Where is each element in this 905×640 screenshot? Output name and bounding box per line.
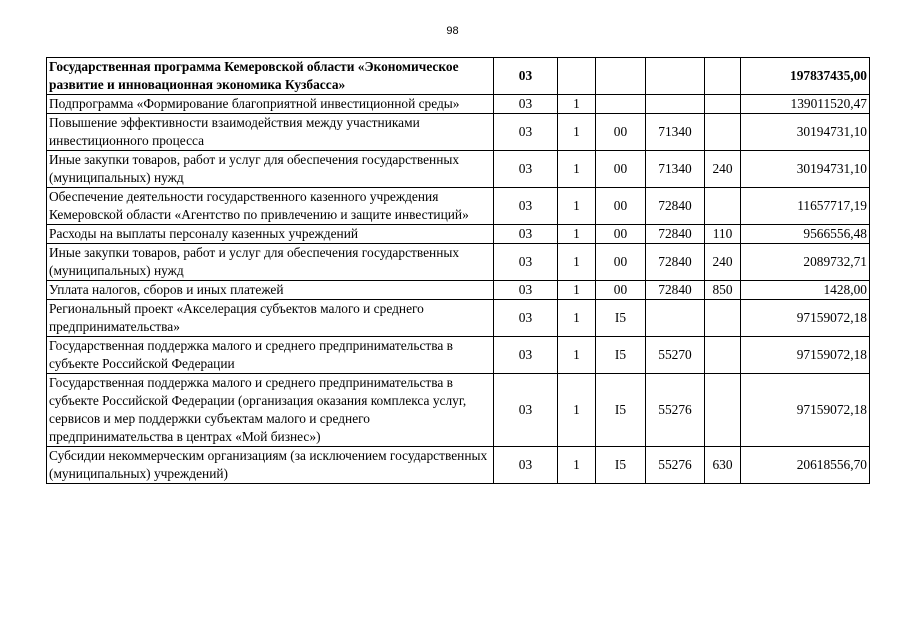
row-name: Подпрограмма «Формирование благоприятной инвестиционной среды» bbox=[47, 95, 494, 114]
expense-type-code bbox=[705, 58, 741, 95]
table-row bbox=[47, 225, 870, 244]
target-code: 55276 bbox=[646, 374, 705, 447]
target-code: 72840 bbox=[646, 244, 705, 281]
amount: 30194731,10 bbox=[741, 114, 870, 151]
section-code: 03 bbox=[494, 337, 558, 374]
table-row bbox=[47, 281, 870, 300]
section-code: 03 bbox=[494, 58, 558, 95]
table-row bbox=[47, 114, 870, 151]
row-name: Повышение эффективности взаимодействия между участниками инвестиционного процесса bbox=[47, 114, 494, 151]
table-row bbox=[47, 374, 870, 447]
expense-type-code bbox=[705, 337, 741, 374]
group-code: 00 bbox=[596, 188, 646, 225]
target-code: 71340 bbox=[646, 114, 705, 151]
page-number: 98 bbox=[446, 25, 459, 37]
amount: 139011520,47 bbox=[741, 95, 870, 114]
amount: 2089732,71 bbox=[741, 244, 870, 281]
table-row bbox=[47, 95, 870, 114]
expense-type-code: 630 bbox=[705, 447, 741, 484]
expense-type-code bbox=[705, 374, 741, 447]
target-code: 55270 bbox=[646, 337, 705, 374]
row-name: Иные закупки товаров, работ и услуг для обеспечения государственных (муниципальных) нужд bbox=[47, 244, 494, 281]
expense-type-code: 850 bbox=[705, 281, 741, 300]
target-code bbox=[646, 58, 705, 95]
row-name: Расходы на выплаты персоналу казенных учреждений bbox=[47, 225, 494, 244]
amount: 97159072,18 bbox=[741, 300, 870, 337]
section-code: 03 bbox=[494, 151, 558, 188]
section-code: 03 bbox=[494, 95, 558, 114]
amount: 30194731,10 bbox=[741, 151, 870, 188]
section-code: 03 bbox=[494, 225, 558, 244]
amount: 97159072,18 bbox=[741, 374, 870, 447]
expense-type-code: 110 bbox=[705, 225, 741, 244]
group-code: I5 bbox=[596, 374, 646, 447]
amount: 9566556,48 bbox=[741, 225, 870, 244]
row-name: Уплата налогов, сборов и иных платежей bbox=[47, 281, 494, 300]
group-code: I5 bbox=[596, 337, 646, 374]
target-code: 72840 bbox=[646, 225, 705, 244]
amount: 97159072,18 bbox=[741, 337, 870, 374]
subprogram-code: 1 bbox=[558, 447, 596, 484]
amount: 1428,00 bbox=[741, 281, 870, 300]
expense-type-code bbox=[705, 300, 741, 337]
budget-table bbox=[46, 57, 870, 484]
amount: 20618556,70 bbox=[741, 447, 870, 484]
expense-type-code bbox=[705, 188, 741, 225]
section-code: 03 bbox=[494, 300, 558, 337]
expense-type-code bbox=[705, 95, 741, 114]
target-code bbox=[646, 95, 705, 114]
group-code: 00 bbox=[596, 151, 646, 188]
subprogram-code: 1 bbox=[558, 337, 596, 374]
row-name: Иные закупки товаров, работ и услуг для обеспечения государственных (муниципальных) нужд bbox=[47, 151, 494, 188]
section-code: 03 bbox=[494, 188, 558, 225]
group-code bbox=[596, 58, 646, 95]
row-name: Государственная программа Кемеровской области «Экономическое развитие и инновационная экономика Кузбасса» bbox=[47, 58, 494, 95]
row-name: Региональный проект «Акселерация субъектов малого и среднего предпринимательства» bbox=[47, 300, 494, 337]
target-code: 72840 bbox=[646, 281, 705, 300]
expense-type-code bbox=[705, 114, 741, 151]
group-code: 00 bbox=[596, 281, 646, 300]
table-row bbox=[47, 188, 870, 225]
row-name: Субсидии некоммерческим организациям (за исключением государственных (муниципальных) учреждений) bbox=[47, 447, 494, 484]
section-code: 03 bbox=[494, 244, 558, 281]
subprogram-code: 1 bbox=[558, 95, 596, 114]
row-name: Обеспечение деятельности государственного казенного учреждения Кемеровской области «Агентство по привлечению и защите инвестиций» bbox=[47, 188, 494, 225]
table-row bbox=[47, 151, 870, 188]
subprogram-code: 1 bbox=[558, 300, 596, 337]
subprogram-code: 1 bbox=[558, 281, 596, 300]
subprogram-code: 1 bbox=[558, 244, 596, 281]
subprogram-code: 1 bbox=[558, 151, 596, 188]
group-code: 00 bbox=[596, 114, 646, 151]
expense-type-code: 240 bbox=[705, 244, 741, 281]
table-row bbox=[47, 337, 870, 374]
row-name: Государственная поддержка малого и среднего предпринимательства в субъекте Российской Федерации (организация оказания комплекса услуг, сервисов и мер поддержки субъектам малого и среднего предпринимательства в центрах «Мой бизнес») bbox=[47, 374, 494, 447]
row-name: Государственная поддержка малого и среднего предпринимательства в субъекте Российской Федерации bbox=[47, 337, 494, 374]
table-row bbox=[47, 447, 870, 484]
group-code: 00 bbox=[596, 225, 646, 244]
subprogram-code: 1 bbox=[558, 374, 596, 447]
target-code bbox=[646, 300, 705, 337]
subprogram-code: 1 bbox=[558, 188, 596, 225]
group-code: I5 bbox=[596, 300, 646, 337]
table-row bbox=[47, 244, 870, 281]
group-code bbox=[596, 95, 646, 114]
target-code: 71340 bbox=[646, 151, 705, 188]
group-code: I5 bbox=[596, 447, 646, 484]
section-code: 03 bbox=[494, 447, 558, 484]
amount: 197837435,00 bbox=[741, 58, 870, 95]
target-code: 72840 bbox=[646, 188, 705, 225]
table-row bbox=[47, 58, 870, 95]
subprogram-code bbox=[558, 58, 596, 95]
expense-type-code: 240 bbox=[705, 151, 741, 188]
target-code: 55276 bbox=[646, 447, 705, 484]
section-code: 03 bbox=[494, 374, 558, 447]
group-code: 00 bbox=[596, 244, 646, 281]
amount: 11657717,19 bbox=[741, 188, 870, 225]
section-code: 03 bbox=[494, 114, 558, 151]
subprogram-code: 1 bbox=[558, 225, 596, 244]
section-code: 03 bbox=[494, 281, 558, 300]
table-row bbox=[47, 300, 870, 337]
subprogram-code: 1 bbox=[558, 114, 596, 151]
